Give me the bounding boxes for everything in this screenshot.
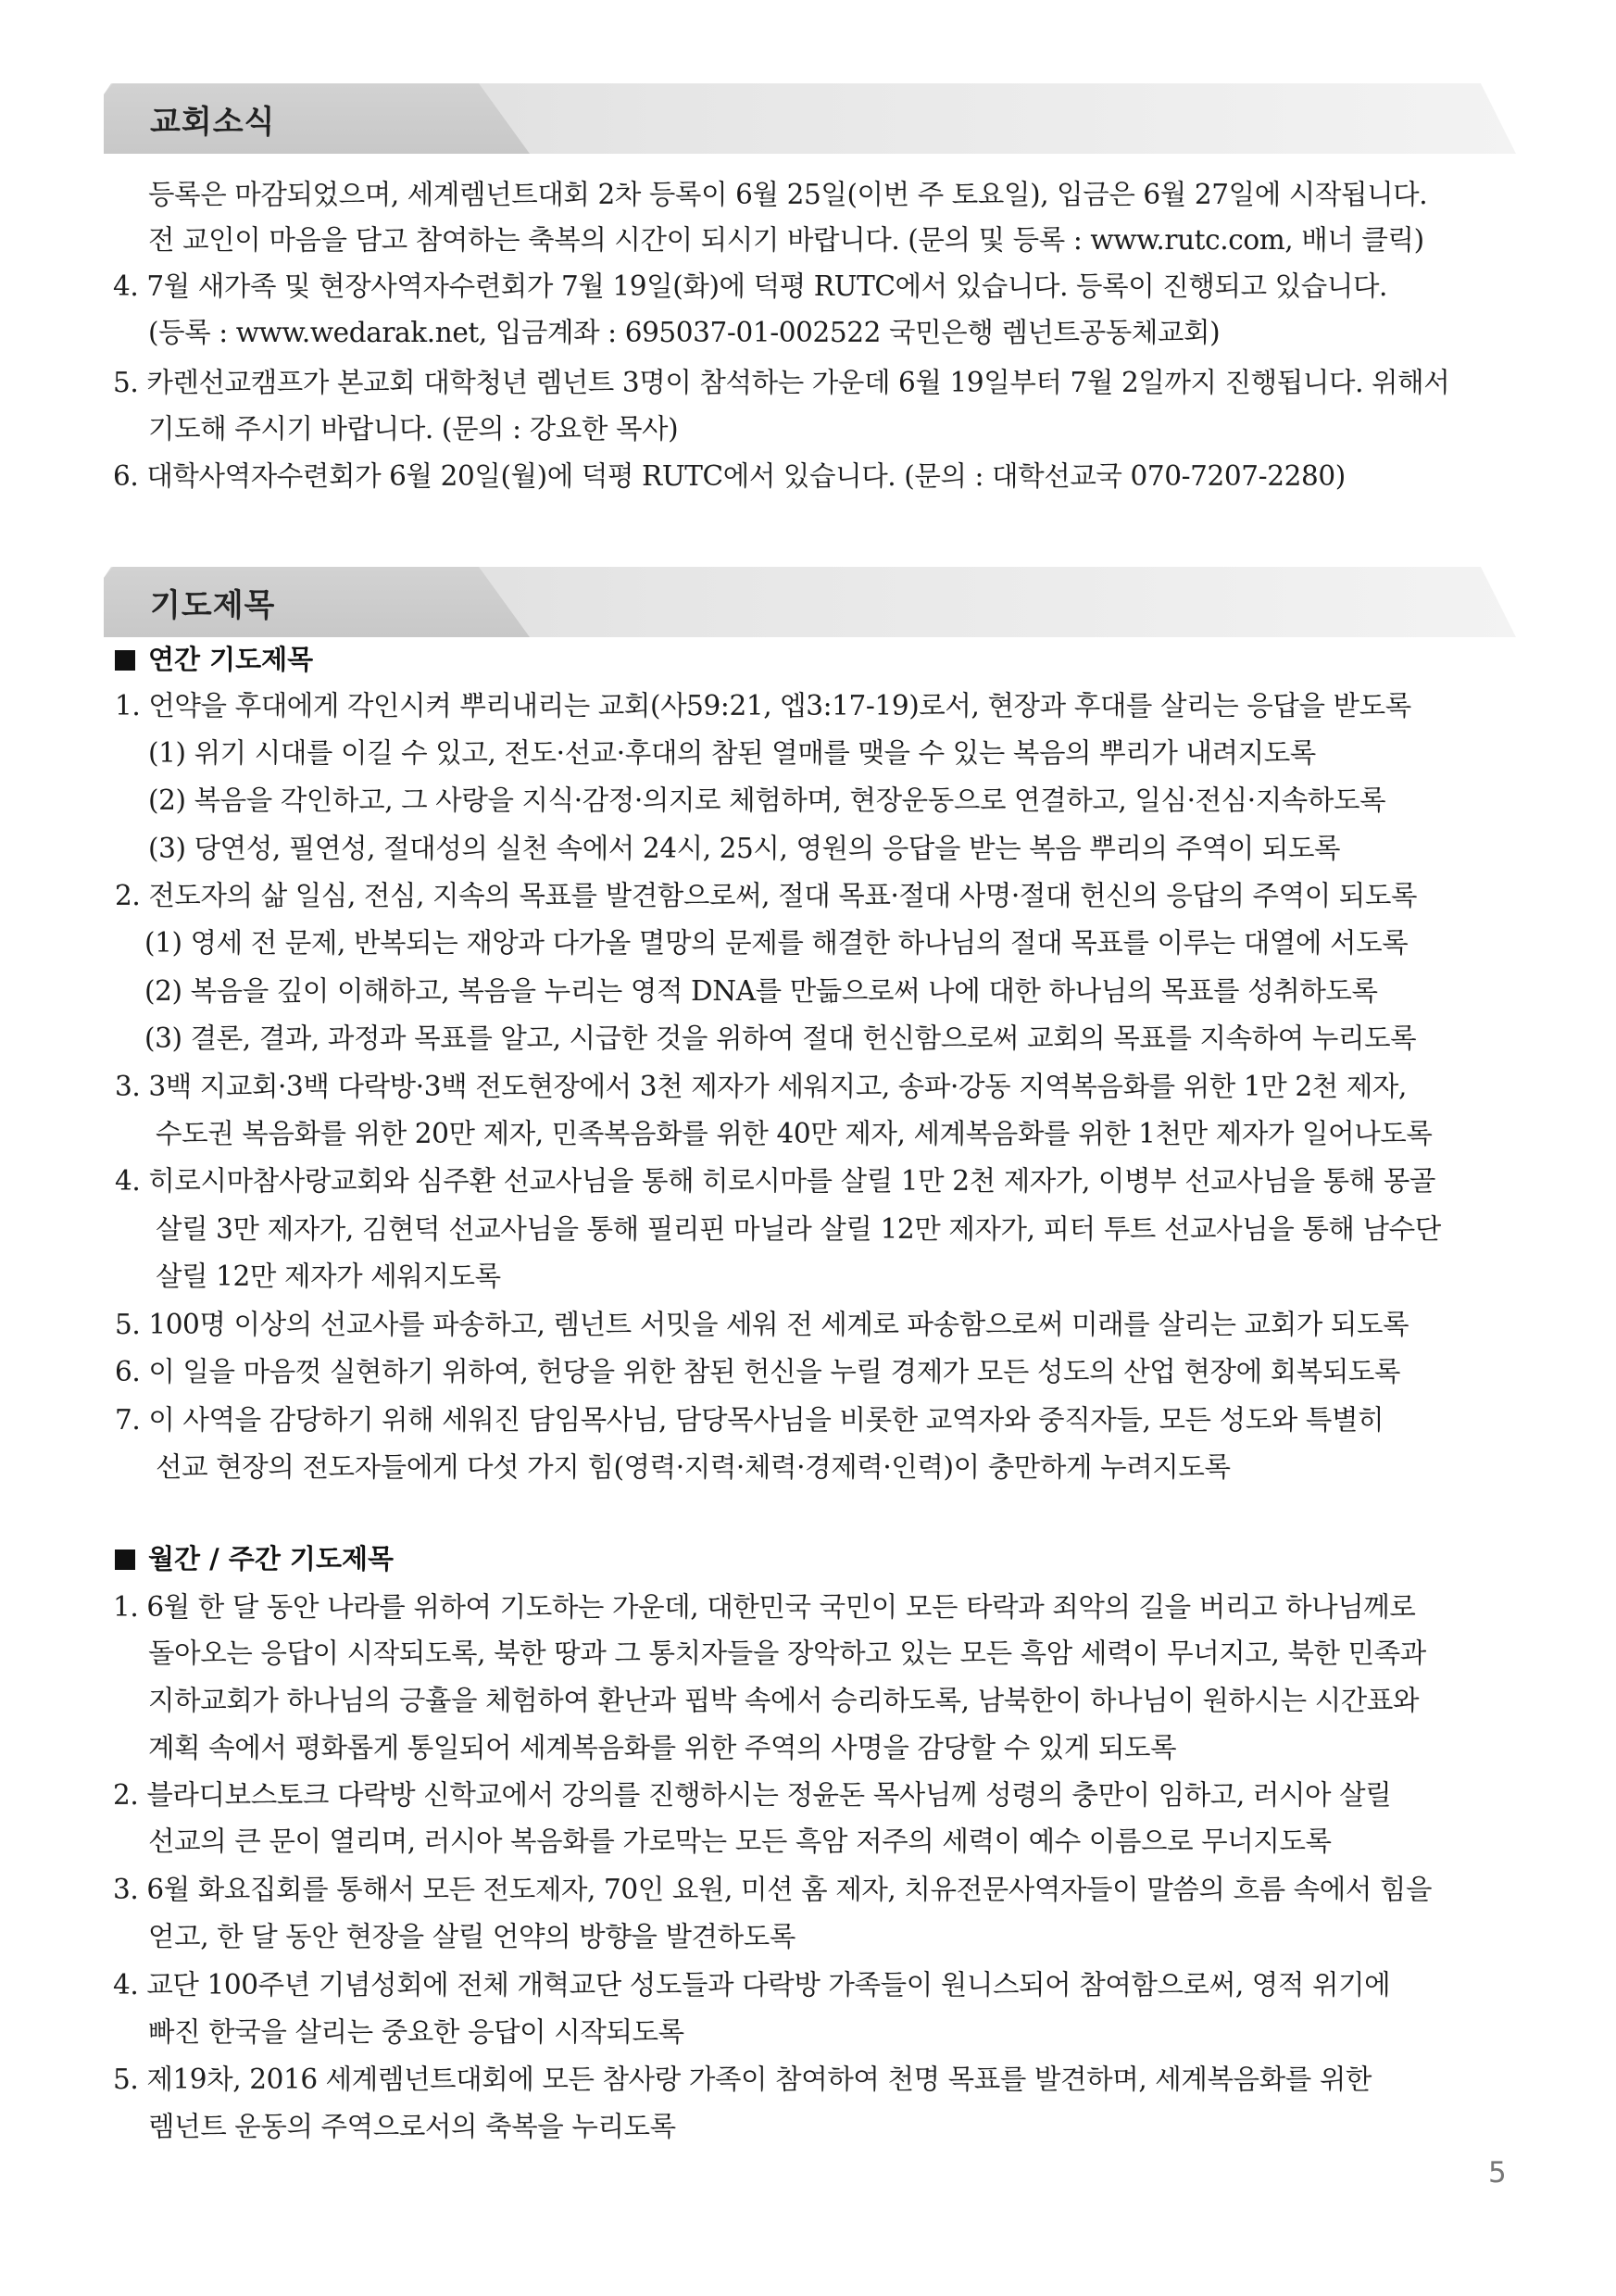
list-item: 렘넌트 운동의 주역으로서의 축복을 누리도록 (148, 2111, 676, 2142)
list-item: 5. 카렌선교캠프가 본교회 대학청년 렘넌트 3명이 참석하는 가운데 6월 19일부터 7월 2일까지 진행됩니다. 위해서 (113, 367, 1450, 398)
list-item: 2. 블라디보스토크 다락방 신학교에서 강의를 진행하시는 정윤돈 목사님께 성령의 충만이 임하고, 러시아 살릴 (113, 1779, 1392, 1811)
list-item: 계획 속에서 평화롭게 통일되어 세계복음화를 위한 주역의 사명을 감당할 수 있게 되도록 (148, 1732, 1177, 1763)
page-number: 5 (1488, 2156, 1507, 2189)
list-item: 1. 6월 한 달 동안 나라를 위하여 기도하는 가운데, 대한민국 국민이 모든 타락과 죄악의 길을 버리고 하나님께로 (113, 1591, 1416, 1623)
list-item: 수도권 복음화를 위한 20만 제자, 민족복음화를 위한 40만 제자, 세계복음화를 위한 1천만 제자가 일어나도록 (156, 1118, 1433, 1149)
list-item: 6. 이 일을 마음껏 실현하기 위하여, 헌당을 위한 참된 헌신을 누릴 경제가 모든 성도의 산업 현장에 회복되도록 (115, 1356, 1401, 1387)
subhead-label: 월간 / 주간 기도제목 (148, 1543, 394, 1575)
subhead-label: 연간 기도제목 (148, 644, 314, 675)
list-item: 3. 3백 지교회·3백 다락방·3백 전도현장에서 3천 제자가 세워지고, 송파·강동 지역복음화를 위한 1만 2천 제자, (115, 1071, 1407, 1102)
list-item: 7. 이 사역을 감당하기 위해 세워진 담임목사님, 담당목사님을 비롯한 교역자와 중직자들, 모든 성도와 특별히 (115, 1404, 1384, 1436)
list-item: 기도해 주시기 바랍니다. (문의 : 강요한 목사) (148, 413, 679, 445)
list-item: 등록은 마감되었으며, 세계렘넌트대회 2차 등록이 6월 25일(이번 주 토요일), 입금은 6월 27일에 시작됩니다. (148, 179, 1428, 210)
list-item: 6. 대학사역자수련회가 6월 20일(월)에 덕평 RUTC에서 있습니다. (문의 : 대학선교국 070-7207-2280) (113, 460, 1346, 492)
bullet-square-icon (115, 1549, 135, 1570)
church-news-header (104, 83, 1516, 154)
list-item: (1) 영세 전 문제, 반복되는 재앙과 다가올 멸망의 문제를 해결한 하나님의 절대 목표를 이루는 대열에 서도록 (144, 927, 1409, 959)
list-item: 지하교회가 하나님의 긍휼을 체험하여 환난과 핍박 속에서 승리하도록, 남북한이 하나님이 원하시는 시간표와 (148, 1685, 1420, 1716)
list-item: 돌아오는 응답이 시작되도록, 북한 땅과 그 통치자들을 장악하고 있는 모든 흑암 세력이 무너지고, 북한 민족과 (148, 1637, 1426, 1669)
list-item: (1) 위기 시대를 이길 수 있고, 전도·선교·후대의 참된 열매를 맺을 수 있는 복음의 뿌리가 내려지도록 (148, 737, 1316, 769)
list-item: 3. 6월 화요집회를 통해서 모든 전도제자, 70인 요원, 미션 홈 제자, 치유전문사역자들이 말씀의 흐름 속에서 힘을 (113, 1874, 1433, 1905)
list-item: (3) 결론, 결과, 과정과 목표를 알고, 시급한 것을 위하여 절대 헌신함으로써 교회의 목표를 지속하여 누리도록 (144, 1023, 1417, 1054)
list-item: (2) 복음을 각인하고, 그 사랑을 지식·감정·의지로 체험하며, 현장운동으로 연결하고, 일심·전심·지속하도록 (148, 784, 1386, 816)
list-item: (등록 : www.wedarak.net, 입금계좌 : 695037-01-002522 국민은행 렘넌트공동체교회) (148, 317, 1221, 348)
list-item: 4. 교단 100주년 기념성회에 전체 개혁교단 성도들과 다락방 가족들이 원니스되어 참여함으로써, 영적 위기에 (113, 1969, 1391, 2001)
list-item: 4. 히로시마참사랑교회와 심주환 선교사님을 통해 히로시마를 살릴 1만 2천 제자가, 이병부 선교사님을 통해 몽골 (115, 1165, 1436, 1197)
list-item: 전 교인이 마음을 담고 참여하는 축복의 시간이 되시기 바랍니다. (문의 및 등록 : www.rutc.com, 배너 클릭) (148, 224, 1424, 256)
prayer-header (104, 567, 1516, 637)
annual-prayer-heading (115, 641, 313, 678)
list-item: 빠진 한국을 살리는 중요한 응답이 시작되도록 (148, 2016, 684, 2048)
section-title: 교회소식 (150, 104, 276, 141)
list-item: 얻고, 한 달 동안 현장을 살릴 언약의 방향을 발견하도록 (148, 1921, 795, 1952)
list-item: 선교 현장의 전도자들에게 다섯 가지 힘(영력·지력·체력·경제력·인력)이 충만하게 누려지도록 (156, 1451, 1231, 1483)
list-item: 5. 100명 이상의 선교사를 파송하고, 렘넌트 서밋을 세워 전 세계로 파송함으로써 미래를 살리는 교회가 되도록 (115, 1309, 1409, 1340)
list-item: 2. 전도자의 삶 일심, 전심, 지속의 목표를 발견함으로써, 절대 목표·절대 사명·절대 헌신의 응답의 주역이 되도록 (115, 880, 1418, 911)
list-item: 살릴 12만 제자가 세워지도록 (156, 1261, 501, 1292)
list-item: 4. 7월 새가족 및 현장사역자수련회가 7월 19일(화)에 덕평 RUTC에서 있습니다. 등록이 진행되고 있습니다. (113, 270, 1388, 302)
list-item: (2) 복음을 깊이 이해하고, 복음을 누리는 영적 DNA를 만듦으로써 나에 대한 하나님의 목표를 성취하도록 (144, 975, 1378, 1007)
list-item: 선교의 큰 문이 열리며, 러시아 복음화를 가로막는 모든 흑암 저주의 세력이 예수 이름으로 무너지도록 (148, 1826, 1332, 1857)
monthly-prayer-heading (115, 1540, 394, 1577)
list-item: 살릴 3만 제자가, 김현덕 선교사님을 통해 필리핀 마닐라 살릴 12만 제자가, 피터 투트 선교사님을 통해 남수단 (156, 1213, 1441, 1245)
list-item: 1. 언약을 후대에게 각인시켜 뿌리내리는 교회(사59:21, 엡3:17-19)로서, 현장과 후대를 살리는 응답을 받도록 (115, 690, 1411, 721)
bullet-square-icon (115, 650, 135, 671)
list-item: 5. 제19차, 2016 세계렘넌트대회에 모든 참사랑 가족이 참여하여 천명 목표를 발견하며, 세계복음화를 위한 (113, 2064, 1372, 2095)
list-item: (3) 당연성, 필연성, 절대성의 실천 속에서 24시, 25시, 영원의 응답을 받는 복음 뿌리의 주역이 되도록 (148, 833, 1341, 864)
section-title: 기도제목 (150, 587, 276, 624)
